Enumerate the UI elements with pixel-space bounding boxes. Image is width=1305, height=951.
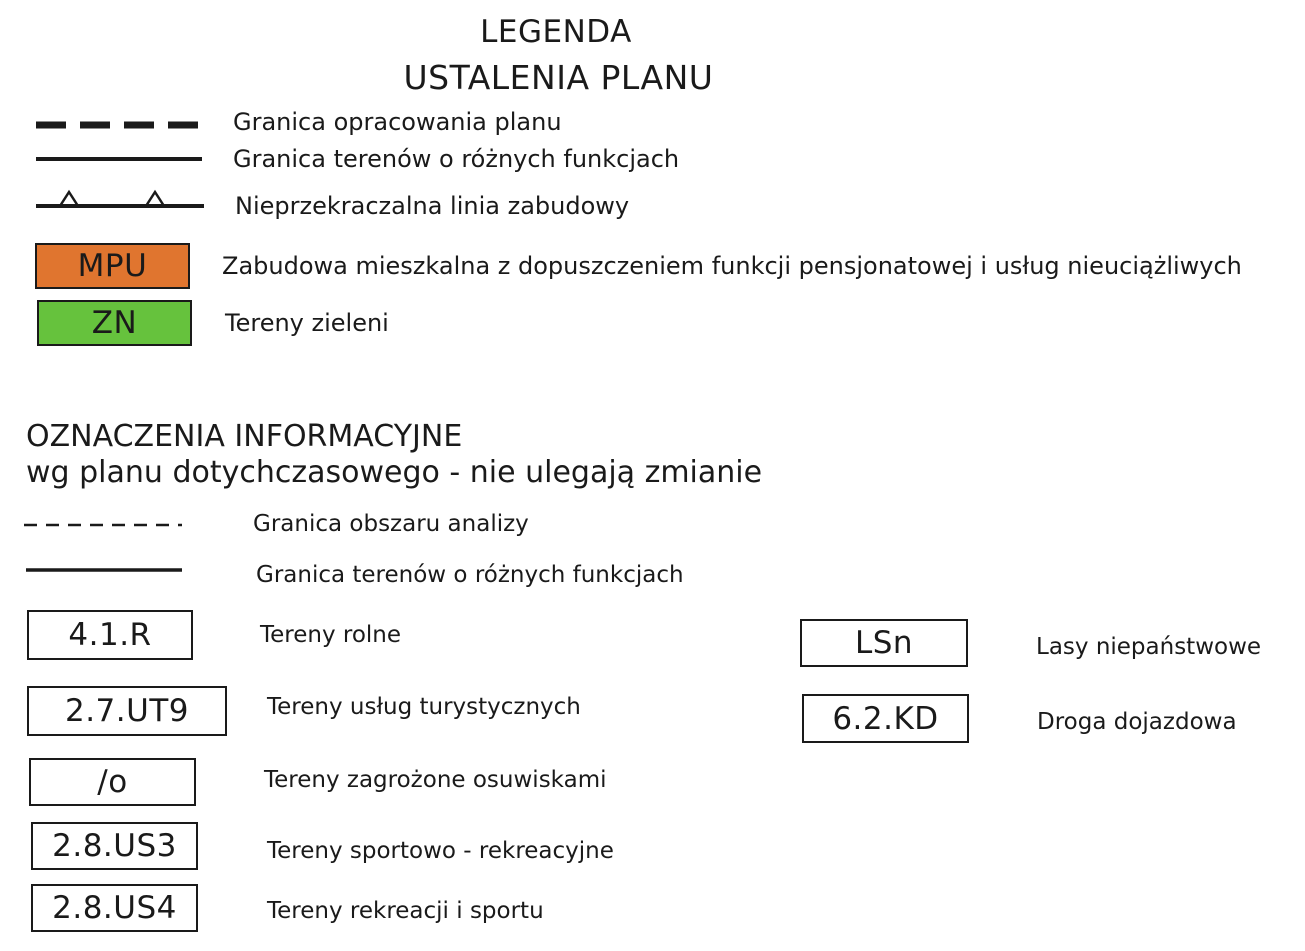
info-title-line2: wg planu dotychczasowego - nie ulegają zmianie [26,455,763,490]
legend-subtitle: USTALENIA PLANU [403,58,714,97]
code-box-uslugi-turystyczne [27,686,227,736]
legend-item-function-boundary: Granica terenów o różnych funkcjach [233,145,680,173]
code-uslugi-turystyczne: 2.7.UT9 [64,693,189,729]
code-box-lasy [800,619,968,667]
legend-item-plan-boundary: Granica opracowania planu [233,108,562,136]
code-rekreacji-sportu: 2.8.US4 [52,890,177,926]
code-box-osuwiska [29,758,196,806]
info-item-osuwiska: Tereny zagrożone osuwiskami [264,767,607,793]
code-box-sportowo-rekreacyjne [31,822,198,870]
info-item-function-boundary: Granica terenów o różnych funkcjach [256,562,684,588]
code-lasy: LSn [854,625,914,661]
dashed-boundary-symbol [36,118,204,132]
legend-item-zn: Tereny zieleni [225,309,389,337]
code-droga: 6.2.KD [832,700,939,737]
info-item-rolne: Tereny rolne [260,622,402,648]
legend-item-building-line: Nieprzekraczalna linia zabudowy [235,192,630,220]
mpu-zone-swatch [35,243,190,289]
legend-item-mpu: Zabudowa mieszkalna z dopuszczeniem funkcji pensjonatowej i usług nieuciążliwych [222,252,1242,280]
code-box-rolne [27,610,193,660]
building-line-symbol [36,186,206,212]
info-solid-boundary-symbol [26,566,184,574]
zn-zone-swatch [37,300,192,346]
code-sportowo-rekreacyjne: 2.8.US3 [52,828,177,864]
mpu-zone-code: MPU [77,248,148,284]
info-item-lasy: Lasy niepaństwowe [1036,634,1262,660]
zn-zone-code: ZN [91,305,138,341]
info-item-rekreacji-sportu: Tereny rekreacji i sportu [267,898,544,924]
solid-boundary-symbol [36,154,204,164]
info-item-uslugi-turystyczne: Tereny usług turystycznych [267,694,581,720]
info-item-analysis-boundary: Granica obszaru analizy [253,511,529,537]
analysis-boundary-symbol [24,521,184,529]
info-section-title [26,419,762,491]
info-title-line1: OZNACZENIA INFORMACYJNE [26,419,463,454]
legend-title: LEGENDA [480,14,632,50]
code-box-droga [802,694,969,743]
code-rolne: 4.1.R [68,617,152,653]
code-osuwiska: /o [97,764,128,800]
info-item-sportowo-rekreacyjne: Tereny sportowo - rekreacyjne [267,838,614,864]
info-item-droga: Droga dojazdowa [1037,709,1237,735]
code-box-rekreacji-sportu [31,884,198,932]
